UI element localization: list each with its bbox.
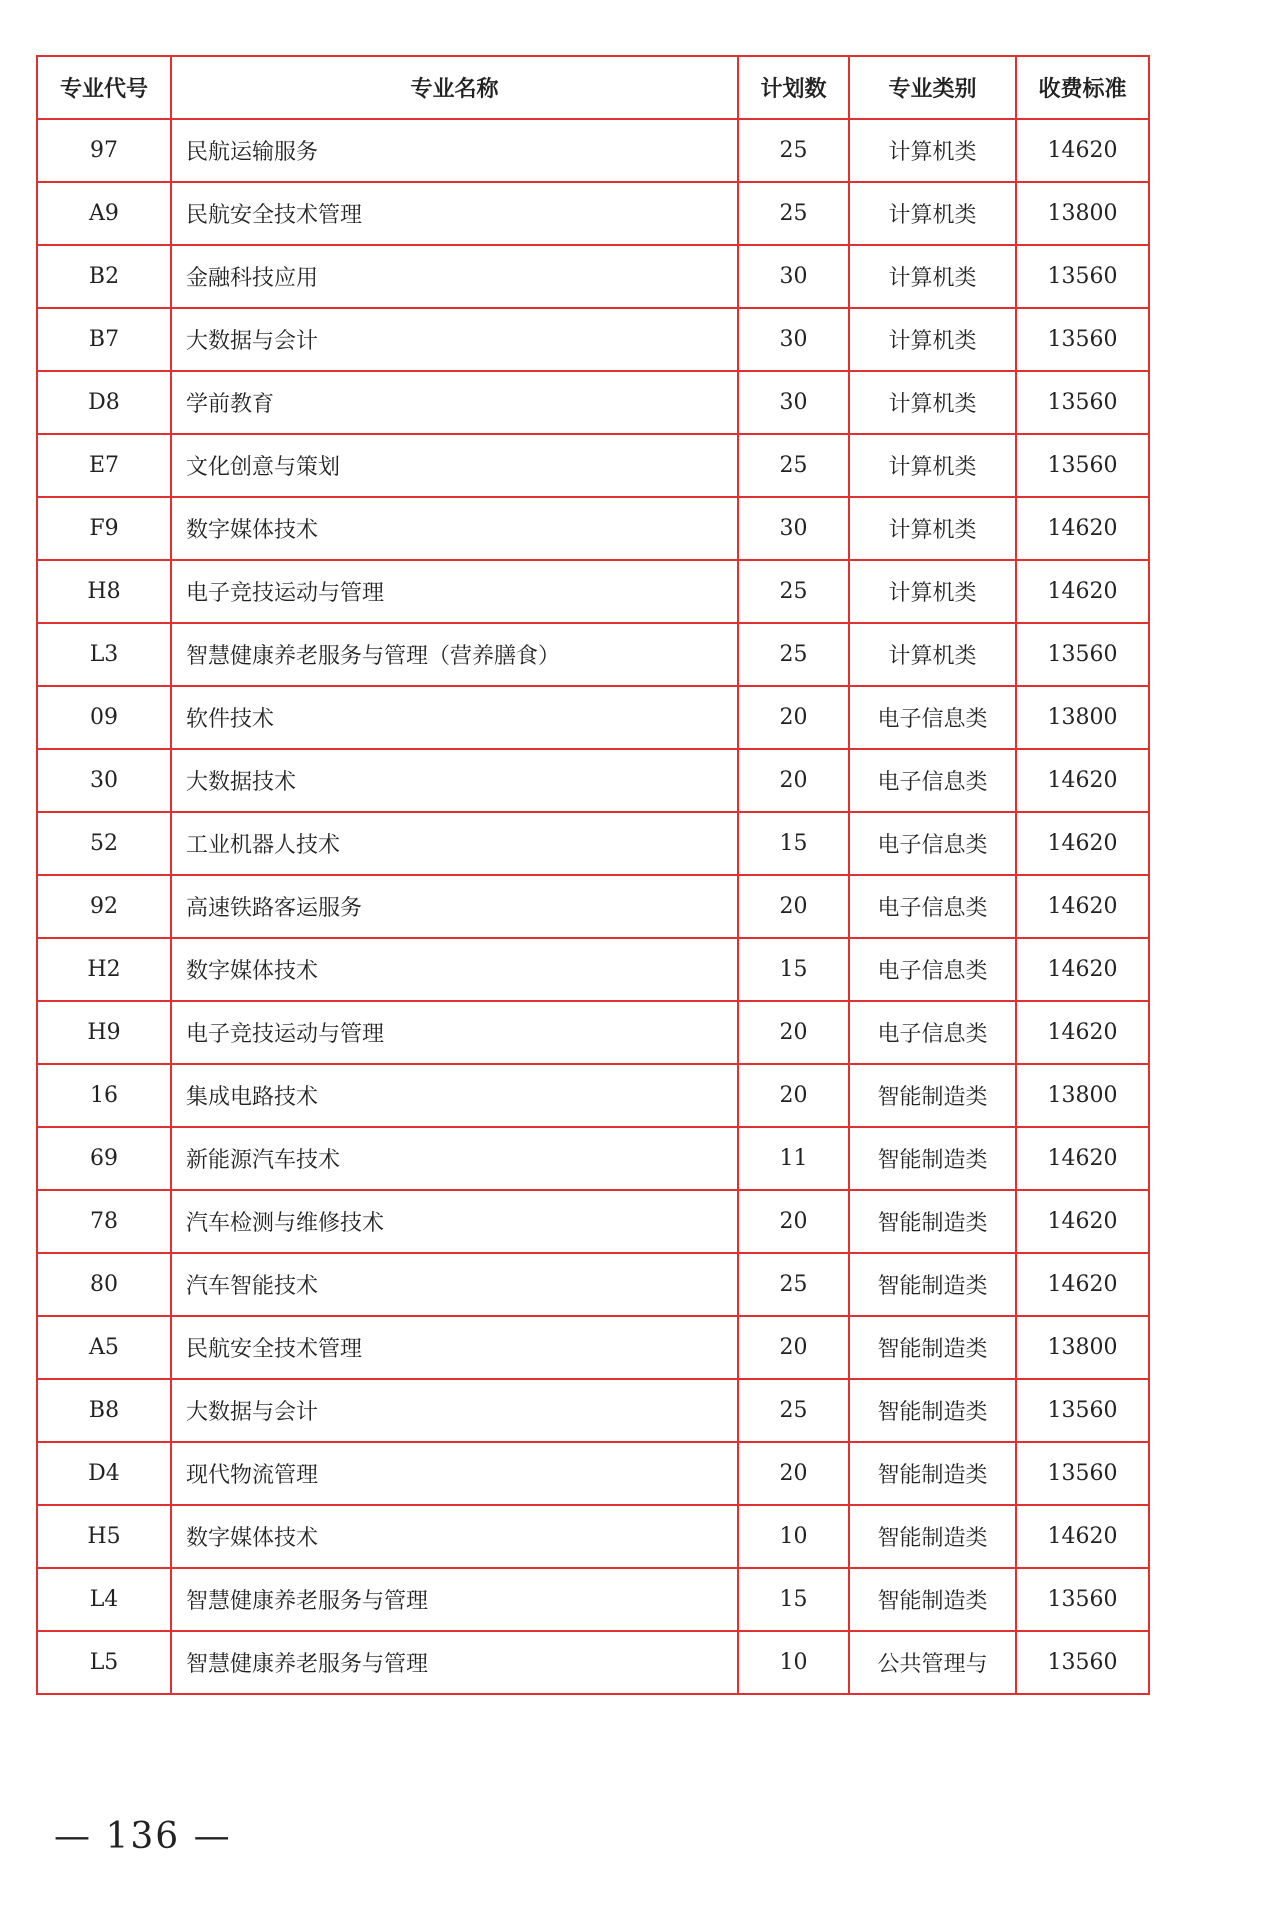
cell-fee: 13560 (1016, 1631, 1149, 1694)
cell-fee: 14620 (1016, 1190, 1149, 1253)
cell-code: E7 (37, 434, 171, 497)
cell-code: H9 (37, 1001, 171, 1064)
cell-plan: 25 (738, 623, 849, 686)
table-row (37, 1568, 1149, 1631)
cell-code: L5 (37, 1631, 171, 1694)
cell-plan: 20 (738, 686, 849, 749)
cell-name: 智慧健康养老服务与管理 (171, 1631, 738, 1694)
cell-fee: 13800 (1016, 686, 1149, 749)
cell-fee: 14620 (1016, 1253, 1149, 1316)
cell-name: 大数据技术 (171, 749, 738, 812)
cell-plan: 15 (738, 1568, 849, 1631)
cell-plan: 20 (738, 749, 849, 812)
cell-plan: 20 (738, 1442, 849, 1505)
cell-fee: 13560 (1016, 308, 1149, 371)
cell-fee: 13800 (1016, 1316, 1149, 1379)
cell-category: 计算机类 (849, 182, 1016, 245)
cell-name: 大数据与会计 (171, 1379, 738, 1442)
cell-plan: 30 (738, 308, 849, 371)
cell-category: 计算机类 (849, 560, 1016, 623)
cell-code: L3 (37, 623, 171, 686)
cell-code: 78 (37, 1190, 171, 1253)
table-row (37, 308, 1149, 371)
table-row (37, 1505, 1149, 1568)
cell-name: 电子竞技运动与管理 (171, 560, 738, 623)
cell-fee: 13560 (1016, 1568, 1149, 1631)
table-row (37, 749, 1149, 812)
cell-name: 工业机器人技术 (171, 812, 738, 875)
cell-name: 集成电路技术 (171, 1064, 738, 1127)
cell-category: 计算机类 (849, 623, 1016, 686)
cell-fee: 14620 (1016, 749, 1149, 812)
page-number: — 136 — (54, 1816, 232, 1857)
cell-fee: 14620 (1016, 497, 1149, 560)
table-row (37, 371, 1149, 434)
cell-fee: 14620 (1016, 1127, 1149, 1190)
cell-plan: 25 (738, 1379, 849, 1442)
cell-category: 计算机类 (849, 308, 1016, 371)
cell-code: 69 (37, 1127, 171, 1190)
cell-plan: 10 (738, 1631, 849, 1694)
cell-fee: 13800 (1016, 1064, 1149, 1127)
cell-plan: 25 (738, 560, 849, 623)
cell-name: 汽车智能技术 (171, 1253, 738, 1316)
cell-category: 计算机类 (849, 434, 1016, 497)
cell-name: 民航运输服务 (171, 119, 738, 182)
cell-name: 高速铁路客运服务 (171, 875, 738, 938)
table-row (37, 1631, 1149, 1694)
cell-category: 智能制造类 (849, 1442, 1016, 1505)
cell-fee: 13560 (1016, 1442, 1149, 1505)
cell-plan: 11 (738, 1127, 849, 1190)
table-row (37, 686, 1149, 749)
header-fee: 收费标准 (1016, 56, 1149, 119)
cell-name: 学前教育 (171, 371, 738, 434)
cell-fee: 13560 (1016, 1379, 1149, 1442)
table-row (37, 1127, 1149, 1190)
cell-plan: 20 (738, 1190, 849, 1253)
cell-code: 30 (37, 749, 171, 812)
table-row (37, 812, 1149, 875)
cell-code: B7 (37, 308, 171, 371)
table-row (37, 245, 1149, 308)
cell-code: A5 (37, 1316, 171, 1379)
cell-plan: 25 (738, 182, 849, 245)
table-body (37, 119, 1149, 1694)
cell-plan: 15 (738, 938, 849, 1001)
cell-name: 智慧健康养老服务与管理（营养膳食） (171, 623, 738, 686)
cell-fee: 13560 (1016, 434, 1149, 497)
cell-plan: 20 (738, 875, 849, 938)
table-row (37, 1190, 1149, 1253)
cell-fee: 14620 (1016, 1001, 1149, 1064)
cell-category: 智能制造类 (849, 1190, 1016, 1253)
cell-category: 智能制造类 (849, 1379, 1016, 1442)
cell-category: 智能制造类 (849, 1253, 1016, 1316)
cell-category: 电子信息类 (849, 938, 1016, 1001)
header-name: 专业名称 (171, 56, 738, 119)
cell-fee: 14620 (1016, 938, 1149, 1001)
cell-code: 09 (37, 686, 171, 749)
header-code: 专业代号 (37, 56, 171, 119)
cell-name: 电子竞技运动与管理 (171, 1001, 738, 1064)
header-plan: 计划数 (738, 56, 849, 119)
cell-code: D4 (37, 1442, 171, 1505)
cell-category: 计算机类 (849, 371, 1016, 434)
cell-code: D8 (37, 371, 171, 434)
cell-category: 智能制造类 (849, 1505, 1016, 1568)
cell-category: 智能制造类 (849, 1316, 1016, 1379)
table-row (37, 1316, 1149, 1379)
table-row (37, 560, 1149, 623)
cell-fee: 14620 (1016, 119, 1149, 182)
cell-code: H2 (37, 938, 171, 1001)
table-row (37, 497, 1149, 560)
cell-fee: 14620 (1016, 1505, 1149, 1568)
table-row (37, 1442, 1149, 1505)
cell-plan: 25 (738, 1253, 849, 1316)
cell-category: 电子信息类 (849, 875, 1016, 938)
table-row (37, 1379, 1149, 1442)
cell-plan: 15 (738, 812, 849, 875)
cell-name: 软件技术 (171, 686, 738, 749)
cell-plan: 25 (738, 434, 849, 497)
cell-code: 16 (37, 1064, 171, 1127)
cell-code: H5 (37, 1505, 171, 1568)
cell-name: 新能源汽车技术 (171, 1127, 738, 1190)
cell-category: 智能制造类 (849, 1064, 1016, 1127)
cell-name: 数字媒体技术 (171, 938, 738, 1001)
cell-category: 电子信息类 (849, 812, 1016, 875)
cell-plan: 10 (738, 1505, 849, 1568)
cell-code: B2 (37, 245, 171, 308)
cell-name: 大数据与会计 (171, 308, 738, 371)
cell-name: 智慧健康养老服务与管理 (171, 1568, 738, 1631)
cell-code: 80 (37, 1253, 171, 1316)
cell-category: 电子信息类 (849, 1001, 1016, 1064)
cell-code: L4 (37, 1568, 171, 1631)
cell-fee: 13800 (1016, 182, 1149, 245)
table-row (37, 1001, 1149, 1064)
cell-plan: 30 (738, 497, 849, 560)
table-row (37, 1064, 1149, 1127)
cell-fee: 13560 (1016, 371, 1149, 434)
cell-code: 97 (37, 119, 171, 182)
cell-name: 文化创意与策划 (171, 434, 738, 497)
cell-category: 电子信息类 (849, 749, 1016, 812)
cell-fee: 13560 (1016, 245, 1149, 308)
cell-category: 电子信息类 (849, 686, 1016, 749)
cell-code: A9 (37, 182, 171, 245)
cell-plan: 30 (738, 245, 849, 308)
table-row (37, 182, 1149, 245)
table-row (37, 119, 1149, 182)
cell-code: 92 (37, 875, 171, 938)
cell-plan: 30 (738, 371, 849, 434)
header-category: 专业类别 (849, 56, 1016, 119)
table-header-row (37, 56, 1149, 119)
cell-plan: 20 (738, 1001, 849, 1064)
cell-name: 数字媒体技术 (171, 1505, 738, 1568)
cell-plan: 25 (738, 119, 849, 182)
cell-code: B8 (37, 1379, 171, 1442)
table-row (37, 875, 1149, 938)
cell-name: 金融科技应用 (171, 245, 738, 308)
cell-fee: 14620 (1016, 875, 1149, 938)
cell-category: 公共管理与 (849, 1631, 1016, 1694)
cell-plan: 20 (738, 1316, 849, 1379)
table-row (37, 1253, 1149, 1316)
table-row (37, 434, 1149, 497)
cell-category: 智能制造类 (849, 1127, 1016, 1190)
enrollment-table (36, 55, 1150, 1695)
cell-name: 民航安全技术管理 (171, 182, 738, 245)
cell-category: 计算机类 (849, 119, 1016, 182)
cell-code: H8 (37, 560, 171, 623)
cell-category: 计算机类 (849, 245, 1016, 308)
cell-fee: 14620 (1016, 560, 1149, 623)
table-row (37, 623, 1149, 686)
table-row (37, 938, 1149, 1001)
cell-category: 智能制造类 (849, 1568, 1016, 1631)
cell-code: F9 (37, 497, 171, 560)
cell-name: 汽车检测与维修技术 (171, 1190, 738, 1253)
cell-code: 52 (37, 812, 171, 875)
cell-plan: 20 (738, 1064, 849, 1127)
cell-name: 民航安全技术管理 (171, 1316, 738, 1379)
cell-category: 计算机类 (849, 497, 1016, 560)
cell-name: 现代物流管理 (171, 1442, 738, 1505)
cell-name: 数字媒体技术 (171, 497, 738, 560)
cell-fee: 13560 (1016, 623, 1149, 686)
cell-fee: 14620 (1016, 812, 1149, 875)
